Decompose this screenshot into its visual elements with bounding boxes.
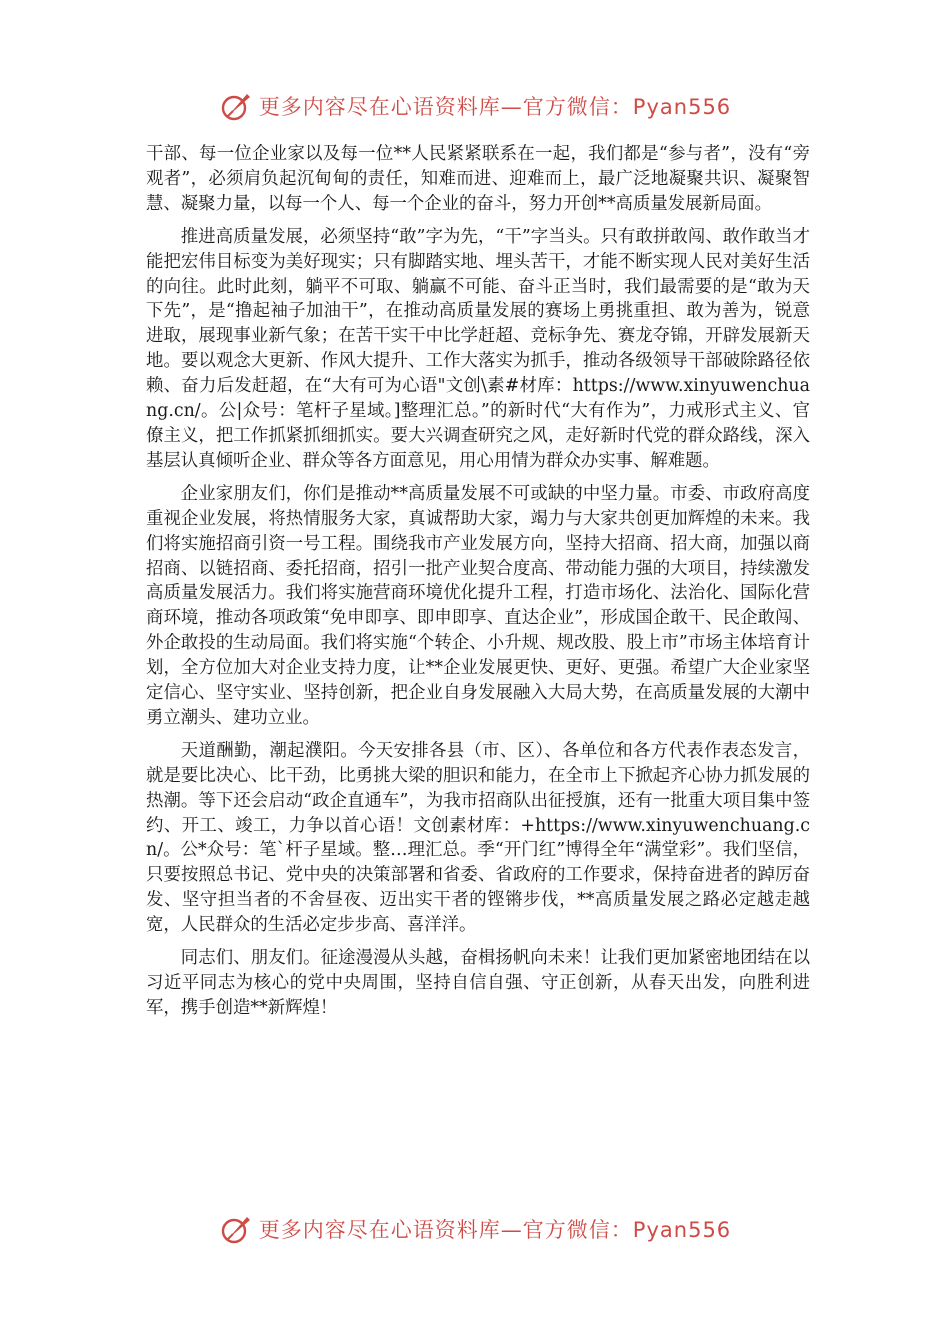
paragraph-2: 推进高质量发展，必须坚持“敢”字为先，“干”字当头。只有敢拼敢闯、敢作敢当才能把宏伟目标变为美好现实；只有脚踏实地、埋头苦干，才能不断实现人民对美好生活的向往。此时此刻，躺平不可取、躺赢不可能、奋斗正当时，我们最需要的是“敢为天下先”，是“撸起袖子加油干”，在推动高质量发展的赛场上勇挑重担、敢为善为，锐意进取，展现事业新气象；在苦干实干中比学赶超、竞标争先、赛龙夺锦，开辟发展新天地。要以观念大更新、作风大提升、工作大落实为抓手，推动各级领导干部破除路径依赖、奋力后发赶超，在“大有可为心语"文创\素#材库：https://www.xinyuwenchuang.cn/。公|众号：笔杆子星域。]整理汇总。”的新时代“大有作为”，力戒形式主义、官僚主义，把工作抓紧抓细抓实。要大兴调查研究之风，走好新时代党的群众路线，深入基层认真倾听企业、群众等各方面意见，用心用情为群众办实事、解难题。 [146,226,810,471]
footer-banner [0,1209,950,1249]
paragraph-3: 企业家朋友们，你们是推动**高质量发展不可或缺的中坚力量。市委、市政府高度重视企业发展，将热情服务大家，真诚帮助大家，竭力与大家共创更加辉煌的未来。我们将实施招商引资一号工程。围绕我市产业发展方向，坚持大招商、招大商，加强以商招商、以链招商、委托招商，招引一批产业契合度高、带动能力强的大项目，持续激发高质量发展活力。我们将实施营商环境优化提升工程，打造市场化、法治化、国际化营商环境，推动各项政策“免申即享、即申即享、直达企业”，形成国企敢干、民企敢闯、外企敢投的生动局面。我们将实施“个转企、小升规、规改股、股上市”市场主体培育计划，全方位加大对企业支持力度，让**企业发展更快、更好、更强。希望广大企业家坚定信心、坚守实业、坚持创新，把企业自身发展融入大局大势，在高质量发展的大潮中勇立潮头、建功立业。 [146,483,810,728]
header-banner [0,86,950,126]
header-banner-text: 更多内容尽在心语资料库—官方微信：Pyan556 [258,95,732,119]
paragraph-1: 干部、每一位企业家以及每一位**人民紧紧联系在一起，我们都是“参与者”，没有“旁观者”，必须肩负起沉甸甸的责任，知难而进、迎难而上，最广泛地凝聚共识、凝聚智慧、凝聚力量，以每一个人、每一个企业的奋斗，努力开创**高质量发展新局面。 [146,144,810,214]
paragraph-4: 天道酬勤，潮起濮阳。今天安排各县（市、区）、各单位和各方代表作表态发言，就是要比决心、比干劲，比勇挑大梁的胆识和能力，在全市上下掀起齐心协力抓发展的热潮。等下还会启动“政企直通车”，为我市招商队出征授旗，还有一批重大项目集中签约、开工、竣工，力争以首心语！文创素材库：+https://www.xinyuwenchuang.cn/。公*众号：笔`杆子星域。整…理汇总。季“开门红”博得全年“满堂彩”。我们坚信，只要按照总书记、党中央的决策部署和省委、省政府的工作要求，保持奋进者的踔厉奋发、坚守担当者的不舍昼夜、迈出实干者的铿锵步伐，**高质量发展之路必定越走越宽，人民群众的生活必定步步高、喜洋洋。 [146,740,810,936]
quill-pen-icon [219,1212,253,1246]
document-body [146,142,810,1029]
paragraph-5: 同志们、朋友们。征途漫漫从头越，奋楫扬帆向未来！让我们更加紧密地团结在以习近平同志为核心的党中央周围，坚持自信自强、守正创新，从春天出发，向胜利进军，携手创造**新辉煌！ [146,948,810,1018]
quill-pen-icon [219,89,253,123]
footer-banner-text: 更多内容尽在心语资料库—官方微信：Pyan556 [258,1218,732,1242]
